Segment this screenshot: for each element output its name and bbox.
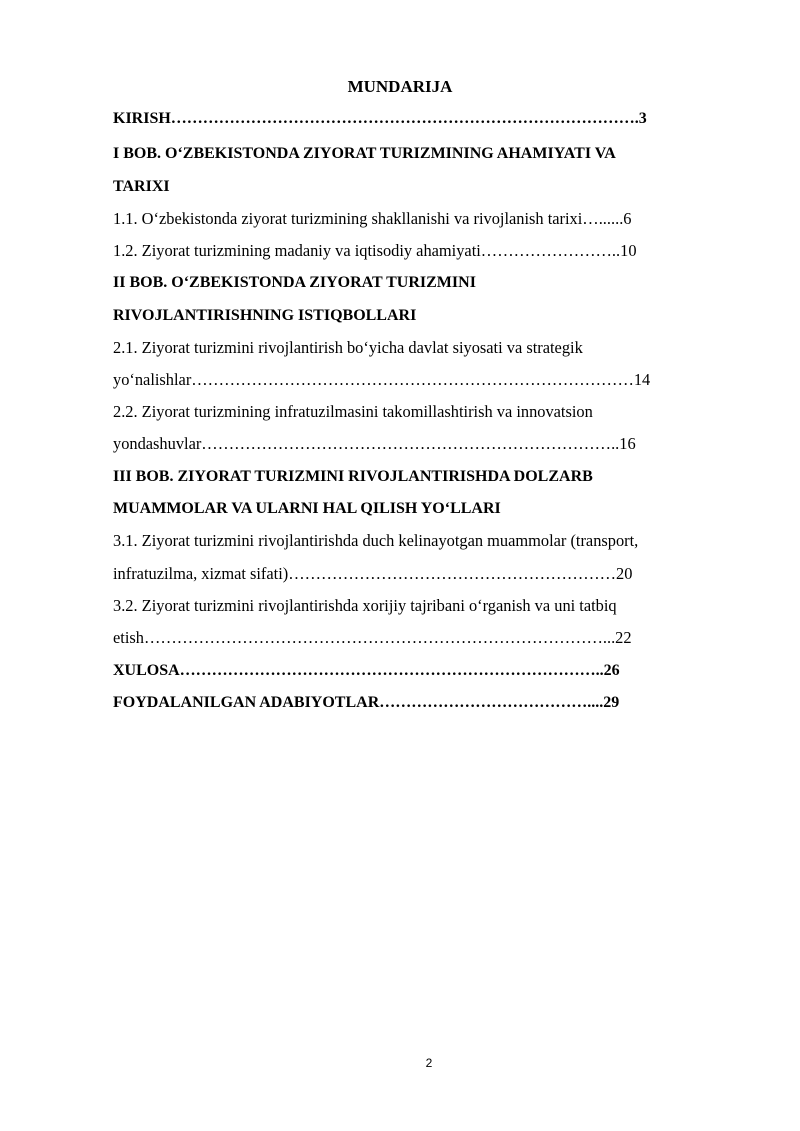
toc-chapter-1-heading-line-2: TARIXI xyxy=(113,178,170,195)
toc-chapter-2-heading-line-2: RIVOJLANTIRISHNING ISTIQBOLLARI xyxy=(113,307,417,324)
toc-section-3-1-line-2: infratuzilma, xizmat sifati)……………………………………………………20 xyxy=(113,564,633,583)
toc-section-1-1: 1.1. O‘zbekistonda ziyorat turizmining shakllanishi va rivojlanish tarixi…......6 xyxy=(113,209,632,228)
toc-section-3-1-line-1: 3.1. Ziyorat turizmini rivojlantirishda duch kelinayotgan muammolar (transport, xyxy=(113,531,639,550)
toc-section-1-2: 1.2. Ziyorat turizmining madaniy va iqtisodiy ahamiyati……………………..10 xyxy=(113,241,637,260)
toc-entry-references: FOYDALANILGAN ADABIYOTLAR…………………………………....29 xyxy=(113,694,620,711)
toc-section-2-1-line-1: 2.1. Ziyorat turizmini rivojlantirish bo‘yicha davlat siyosati va strategik xyxy=(113,338,583,357)
toc-entry-conclusion: XULOSA……………………………………………………………………..26 xyxy=(113,662,620,679)
toc-section-2-2-line-2: yondashuvlar…………………………………………………………………..16 xyxy=(113,434,636,453)
toc-section-2-1-line-2: yo‘nalishlar………………………………………………………………………14 xyxy=(113,370,651,389)
toc-section-3-2-line-2: etish…………………………………………………………………………...22 xyxy=(113,628,632,647)
toc-chapter-1-heading-line-1: I BOB. O‘ZBEKISTONDA ZIYORAT TURIZMINING AHAMIYATI VA xyxy=(113,145,616,162)
toc-section-2-2-line-1: 2.2. Ziyorat turizmining infratuzilmasini takomillashtirish va innovatsion xyxy=(113,402,593,421)
toc-entry-intro: KIRISH…………………………………………………………………………….3 xyxy=(113,110,647,127)
toc-chapter-3-heading-line-1: III BOB. ZIYORAT TURIZMINI RIVOJLANTIRISHDA DOLZARB xyxy=(113,468,593,485)
toc-section-3-2-line-1: 3.2. Ziyorat turizmini rivojlantirishda xorijiy tajribani o‘rganish va uni tatbiq xyxy=(113,596,617,615)
toc-chapter-2-heading-line-1: II BOB. O‘ZBEKISTONDA ZIYORAT TURIZMINI xyxy=(113,274,476,291)
toc-chapter-3-heading-line-2: MUAMMOLAR VA ULARNI HAL QILISH YO‘LLARI xyxy=(113,500,501,517)
page-number: 2 xyxy=(425,1056,433,1070)
page-title: MUNDARIJA xyxy=(347,77,453,96)
